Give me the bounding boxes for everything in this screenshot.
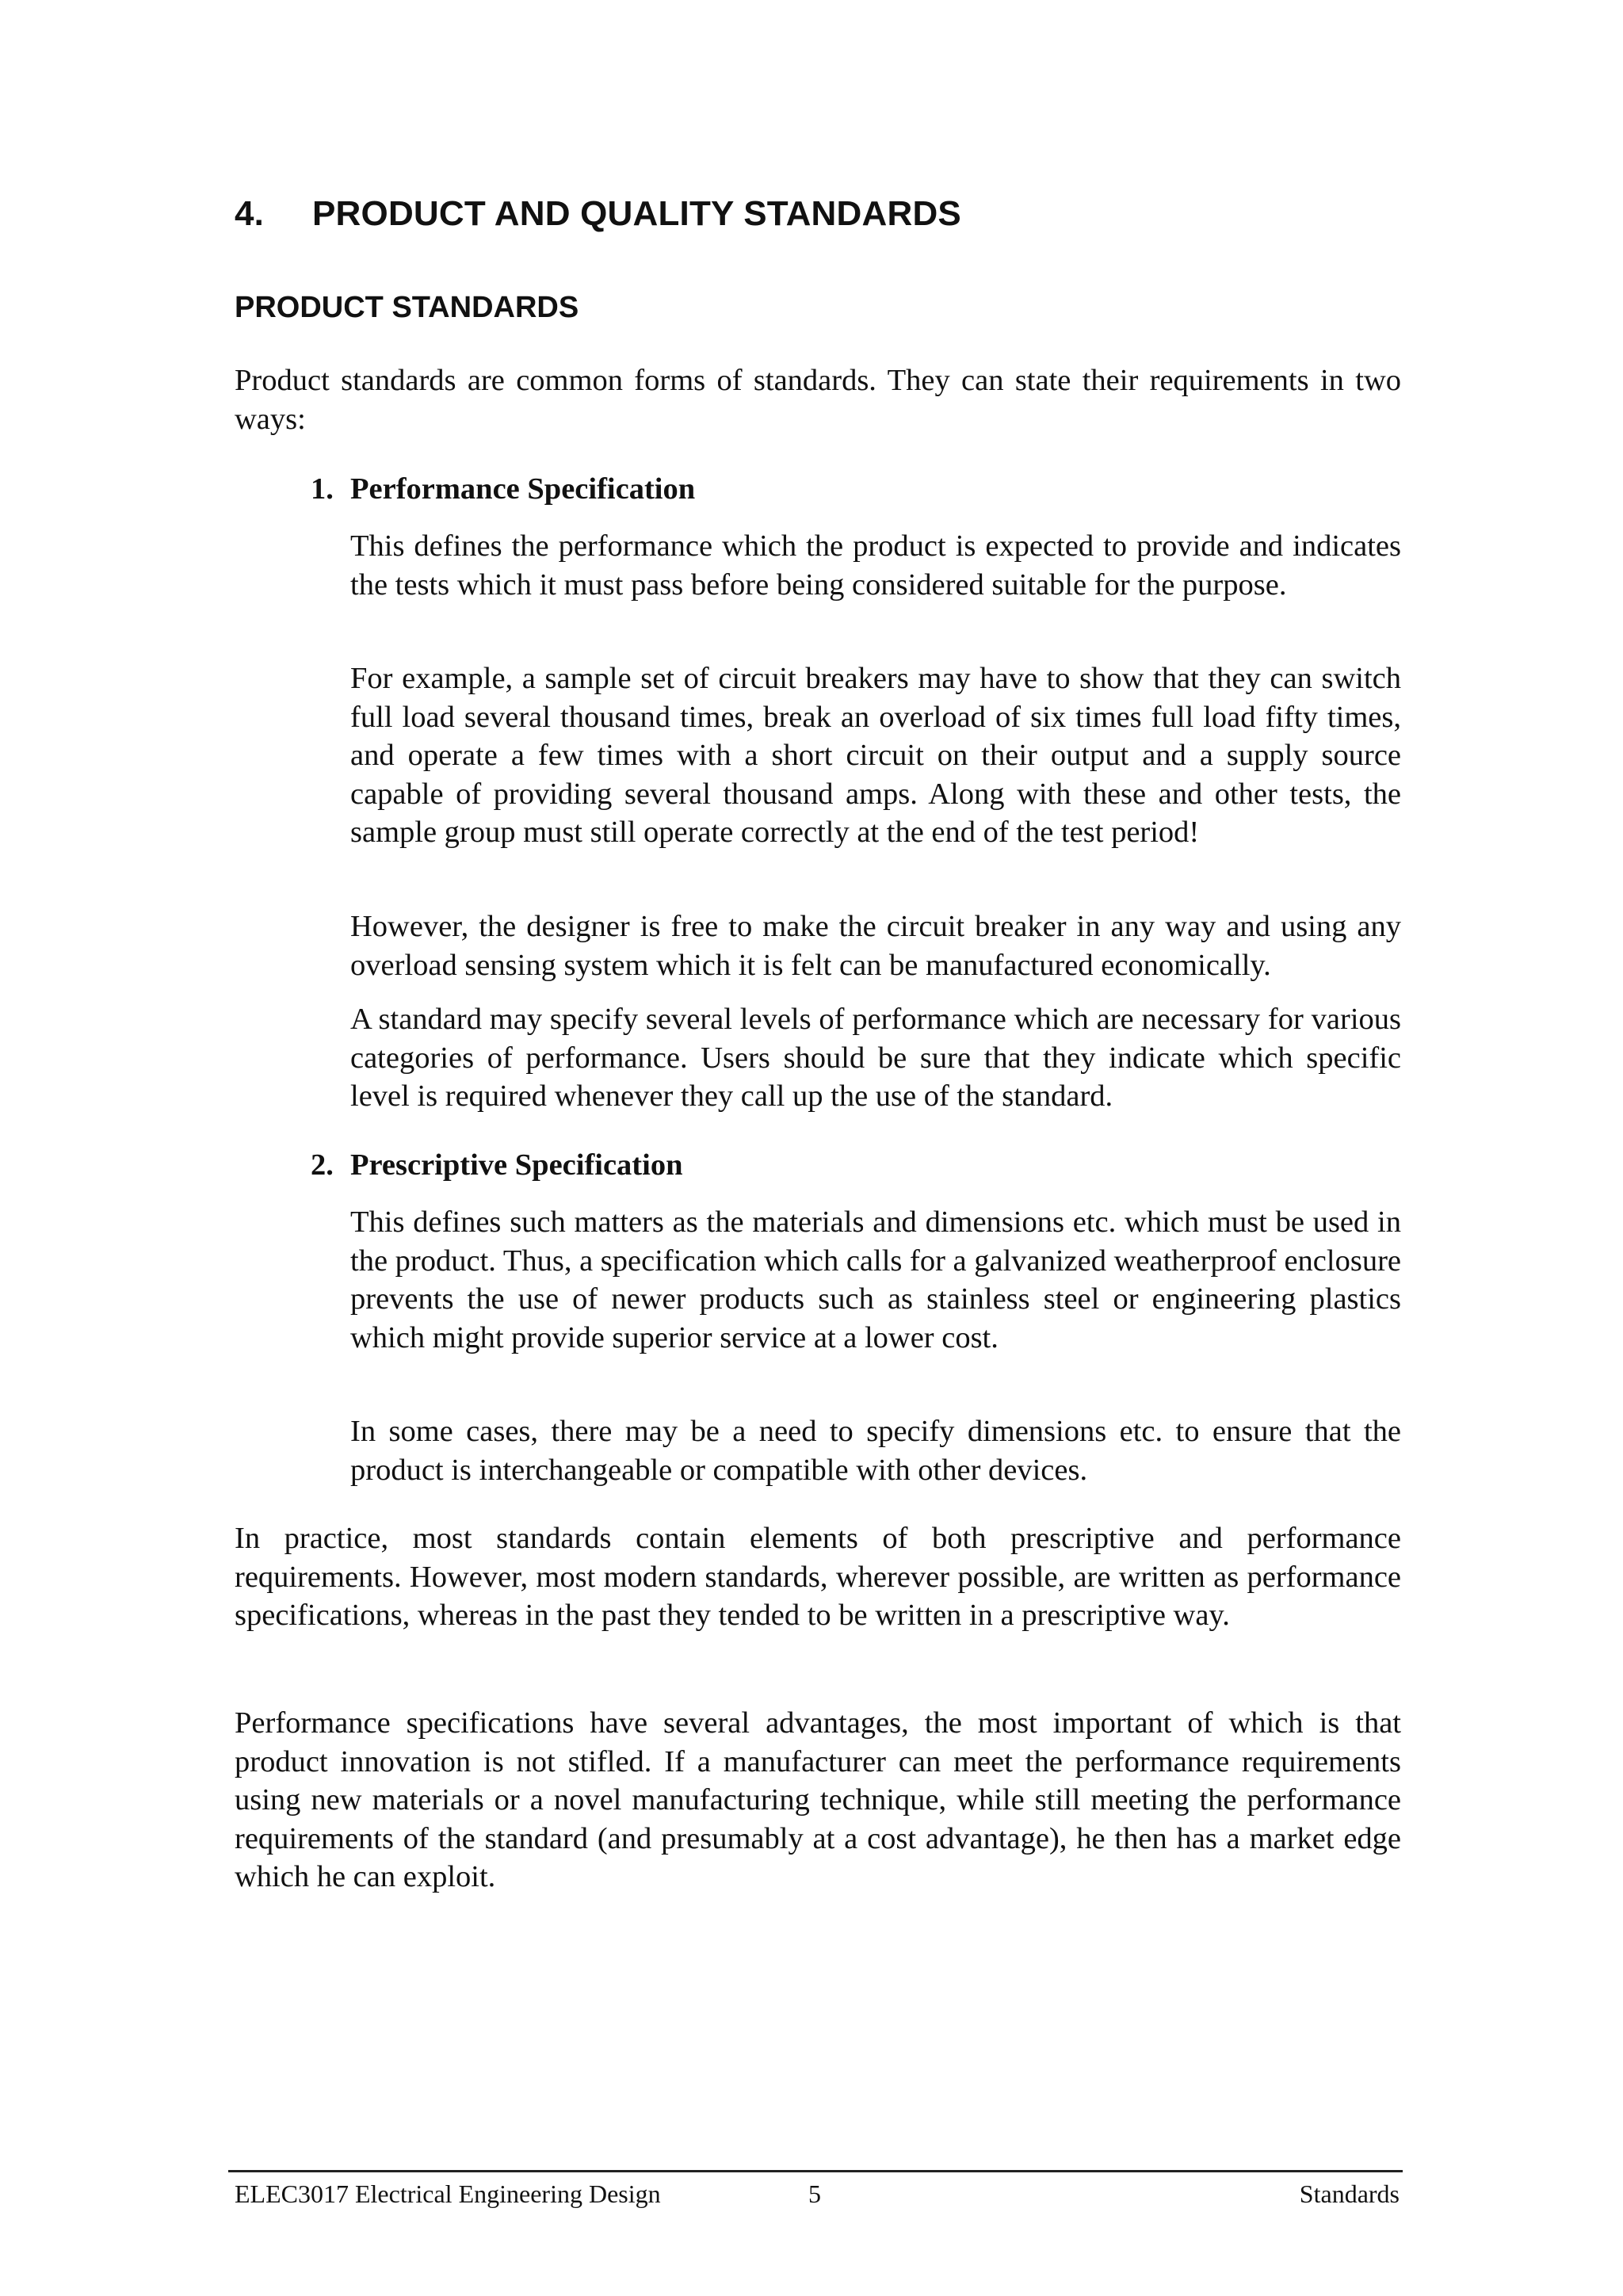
footer-divider [228, 2170, 1403, 2172]
closing-paragraph-1: In practice, most standards contain elements of both prescriptive and performance requirements. However, most modern standards, wherever possible, are written as performance specifications, whereas in the past they tended to be written in a prescriptive way. [235, 1522, 1401, 1632]
footer-course: ELEC3017 Electrical Engineering Design [235, 2179, 661, 2208]
chapter-title [235, 194, 961, 234]
item-1-heading [311, 470, 695, 509]
item-1-number: 1. [311, 472, 334, 506]
item-1-paragraph-1: This defines the performance which the product is expected to provide and indicates the tests which it must pass before being considered suitable for the purpose. [350, 529, 1401, 602]
item-2-paragraph-2: In some cases, there may be a need to specify dimensions etc. to ensure that the product is interchangeable or compatible with other devices. [350, 1415, 1401, 1487]
section-title: PRODUCT STANDARDS [235, 291, 579, 324]
item-1-paragraph-4: A standard may specify several levels of performance which are necessary for various categories of performance. Users should be sure that they indicate which specific level is required whenever they call up the use of the standard. [350, 1003, 1401, 1113]
footer-page-number: 5 [808, 2179, 821, 2208]
item-1-paragraph-3: However, the designer is free to make the circuit breaker in any way and using any overload sensing system which it is felt can be manufactured economically. [350, 910, 1401, 982]
chapter-title-text: PRODUCT AND QUALITY STANDARDS [312, 194, 961, 233]
item-2-heading [311, 1146, 682, 1185]
intro-paragraph: Product standards are common forms of standards. They can state their requirements in two ways: [235, 364, 1401, 436]
item-2-paragraph-1: This defines such matters as the materials and dimensions etc. which must be used in the product. Thus, a specification which calls for a galvanized weatherproof enclosure prevents the use of newer products such as stainless steel or engineering plastics which might provide superior service at a lower cost. [350, 1205, 1401, 1354]
footer-topic: Standards [1299, 2179, 1400, 2208]
item-2-number: 2. [311, 1148, 334, 1182]
item-2-heading-text: Prescriptive Specification [350, 1148, 683, 1182]
item-1-heading-text: Performance Specification [350, 472, 696, 506]
closing-paragraph-2: Performance specifications have several advantages, the most important of which is that product innovation is not stifled. If a manufacturer can meet the performance requirements using new materials or a novel manufacturing technique, while still meeting the performance requirements of the standard (and presumably at a cost advantage), he then has a market edge which he can exploit. [235, 1706, 1401, 1893]
chapter-number: 4. [235, 194, 265, 233]
item-1-paragraph-2: For example, a sample set of circuit breakers may have to show that they can switch full load several thousand times, break an overload of six times full load fifty times, and operate a few times with a short circuit on their output and a supply source capable of providing several thousand amps. Along with these and other tests, the sample group must still operate correctly at the end of the test period! [350, 662, 1401, 849]
